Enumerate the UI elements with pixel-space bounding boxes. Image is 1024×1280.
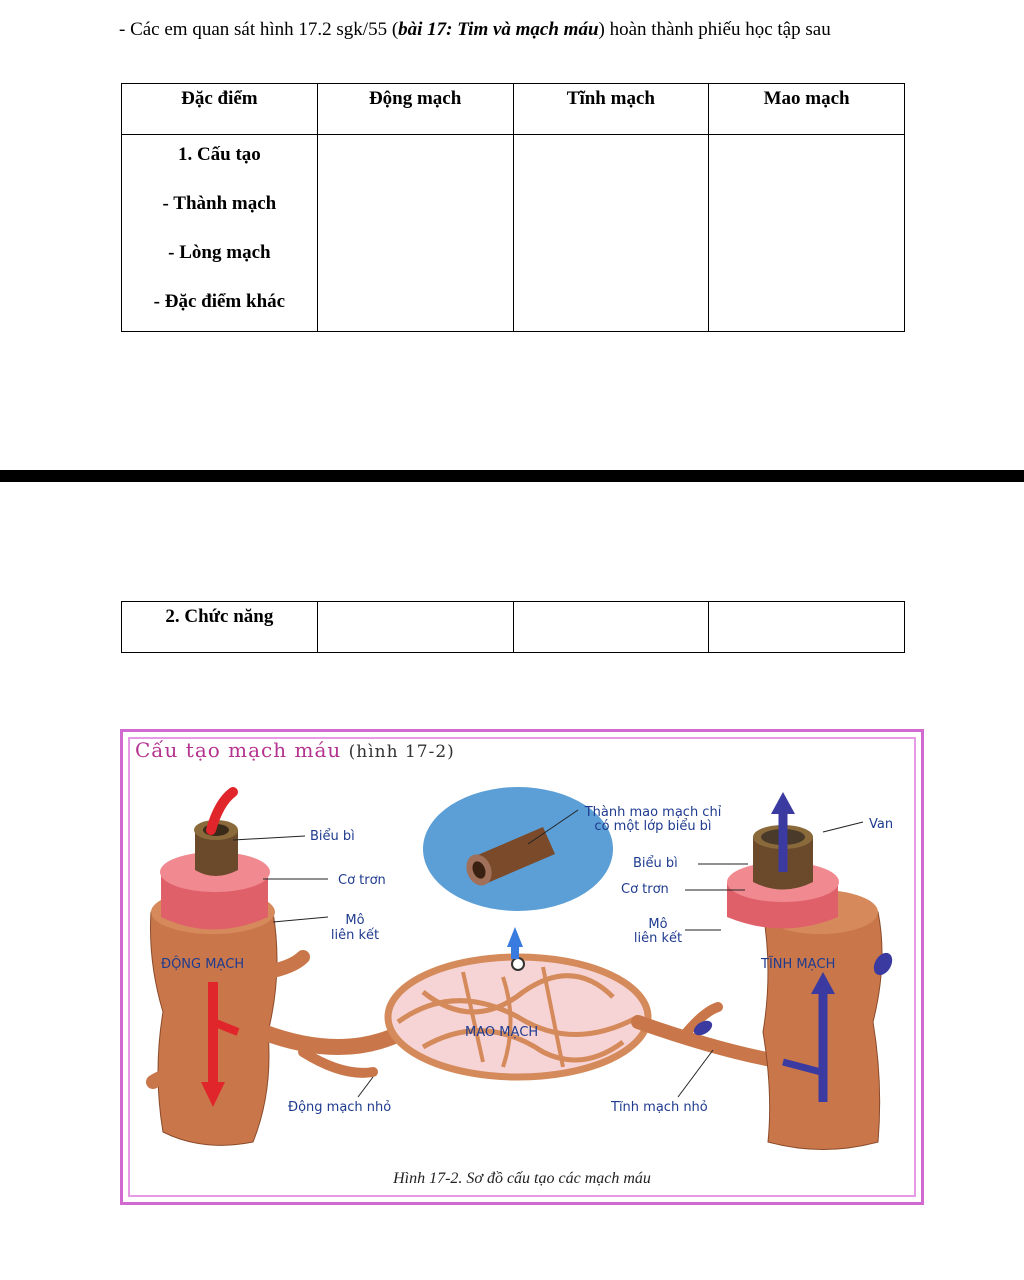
figure-title-main: Cấu tạo mạch máu [135, 738, 342, 762]
instruction-lesson: bài 17: Tim và mạch máu [398, 19, 599, 40]
answer-cell-mao-mach[interactable] [709, 135, 905, 332]
figure-title [135, 738, 455, 762]
label-tinh-mach: TĨNH MẠCH [761, 957, 836, 972]
figure-title-sub: (hình 17-2) [348, 742, 455, 762]
header-dac-diem: Đặc điểm [122, 84, 318, 135]
answer-cell-dong-mach[interactable] [317, 135, 513, 332]
label-bieu-bi-left: Biểu bì [310, 829, 355, 844]
row-label-dac-diem-khac: - Đặc điểm khác [153, 291, 286, 312]
label-mo-right-1: Mô [648, 917, 668, 932]
worksheet-table-function [121, 601, 905, 653]
label-mao-mach: MAO MẠCH [465, 1025, 539, 1040]
label-bieu-bi-right: Biểu bì [633, 856, 678, 871]
answer-cell-function-dong-mach[interactable] [317, 602, 513, 653]
figure-caption: Hình 17-2. Sơ đồ cấu tạo các mạch máu [393, 1170, 651, 1187]
header-tinh-mach: Tĩnh mạch [513, 84, 709, 135]
label-co-tron-left: Cơ trơn [338, 873, 386, 888]
worksheet-table-structure [121, 83, 905, 332]
instruction-text [119, 16, 919, 44]
table-header-row [122, 84, 905, 135]
header-dong-mach: Động mạch [317, 84, 513, 135]
label-mo-left-1: Mô [345, 913, 365, 928]
label-co-tron-right: Cơ trơn [621, 882, 669, 897]
row-label-thanh-mach: - Thành mạch [162, 193, 277, 214]
label-dong-mach: ĐỘNG MẠCH [161, 957, 245, 972]
label-van: Van [869, 817, 894, 832]
label-tinh-mach-nho: Tĩnh mạch nhỏ [611, 1100, 708, 1115]
label-dong-mach-nho: Động mạch nhỏ [288, 1100, 392, 1115]
page-divider [0, 470, 1024, 482]
label-mo-right-2: liên kết [633, 931, 683, 946]
capillary-bed-drawing [388, 957, 783, 1077]
answer-cell-function-mao-mach[interactable] [709, 602, 905, 653]
row-label-cau-tao: 1. Cấu tạo [177, 144, 261, 165]
header-mao-mach: Mao mạch [709, 84, 905, 135]
answer-cell-tinh-mach[interactable] [513, 135, 709, 332]
answer-cell-function-tinh-mach[interactable] [513, 602, 709, 653]
label-mo-left-2: liên kết [330, 928, 380, 943]
blood-vessel-figure [120, 729, 924, 1205]
label-thanh-mao-mach-2: có một lớp biểu bì [594, 819, 712, 834]
table-row-structure [122, 135, 905, 332]
label-thanh-mao-mach-1: Thành mao mạch chỉ [584, 805, 722, 820]
row-label-chuc-nang: 2. Chức năng [122, 602, 318, 653]
structure-labels-cell [122, 135, 318, 332]
instruction-suffix: ) hoàn thành phiếu học tập sau [598, 19, 831, 40]
table-row-function [122, 602, 905, 653]
instruction-prefix: - Các em quan sát hình 17.2 sgk/55 ( [119, 19, 399, 40]
row-label-long-mach: - Lòng mạch [168, 242, 271, 263]
